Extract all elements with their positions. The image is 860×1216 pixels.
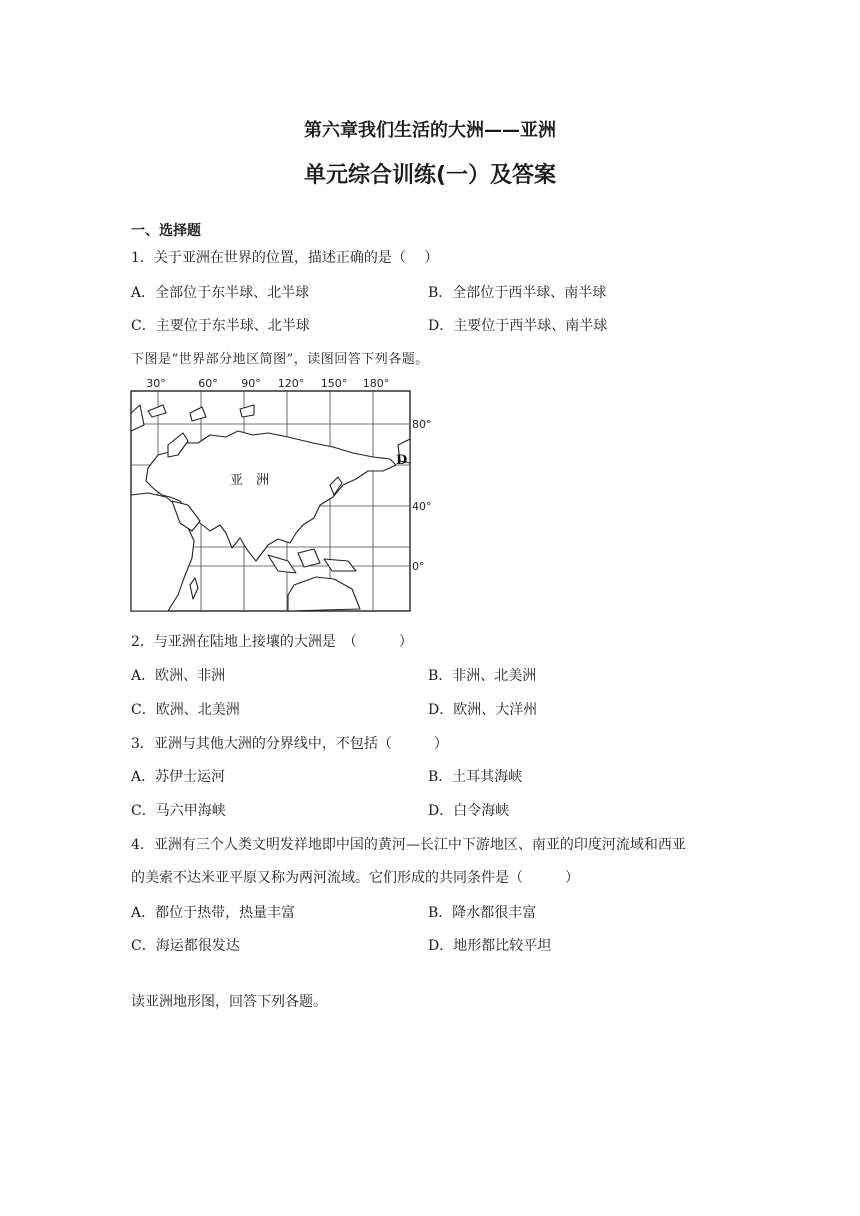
q1-option-c: C．主要位于东半球、北半球 [131,318,310,334]
q3-stem: 3．亚洲与其他大洲的分界线中，不包括（ ） [131,736,448,752]
lon-label-30: 30° [146,377,166,390]
lat-label-0: 0° [412,560,425,573]
lat-label-80: 80° [412,418,432,431]
title-line-2: 单元综合训练(一）及答案 [303,163,557,188]
q1-option-d: D．主要位于西半球、南半球 [428,318,608,334]
q2-option-c: C．欧洲、北美洲 [131,702,240,718]
q3-option-b: B．土耳其海峡 [428,769,523,785]
q4-stem-line-1: 4．亚洲有三个人类文明发祥地即中国的黄河—长江中下游地区、南亚的印度河流域和西亚 [131,837,686,853]
q1-option-a: A．全部位于东半球、北半球 [131,285,310,301]
map-intro: 下图是“世界部分地区简图”，读图回答下列各题。 [131,352,429,367]
q4-option-d: D．地形都比较平坦 [428,938,552,954]
q3-option-a: A．苏伊士运河 [131,769,226,785]
q4-option-b: B．降水都很丰富 [428,905,537,921]
q3-option-c: C．马六甲海峡 [131,803,226,819]
world-map-figure [128,373,446,615]
lat-label-40: 40° [412,500,432,513]
q2-option-b: B．非洲、北美洲 [428,668,537,684]
q2-option-a: A．欧洲、非洲 [131,668,226,684]
q1-stem: 1．关于亚洲在世界的位置，描述正确的是（ ） [131,250,439,266]
lon-label-90: 90° [241,377,261,390]
q4-option-a: A．都位于热带，热量丰富 [131,905,296,921]
q2-stem: 2．与亚洲在陆地上接壤的大洲是 （ ） [131,634,413,650]
lon-label-180: 180° [362,377,390,390]
q3-option-d: D．白令海峡 [428,803,510,819]
q4-stem-line-2: 的美索不达米亚平原又称为两河流域。它们形成的共同条件是（ ） [131,870,579,886]
lon-label-60: 60° [198,377,218,390]
q2-option-d: D．欧洲、大洋州 [428,702,538,718]
asia-label: 亚 洲 [230,473,270,488]
point-d-label: D [396,453,408,468]
q1-option-b: B．全部位于西半球、南半球 [428,285,607,301]
closing-instruction: 读亚洲地形图，回答下列各题。 [131,994,327,1010]
lon-label-120: 120° [277,377,305,390]
australia-landmass [288,577,360,611]
title-line-1: 第六章我们生活的大洲——亚洲 [304,120,556,141]
section-heading: 一、选择题 [131,223,201,239]
lon-label-150: 150° [320,377,348,390]
q4-option-c: C．海运都很发达 [131,938,240,954]
